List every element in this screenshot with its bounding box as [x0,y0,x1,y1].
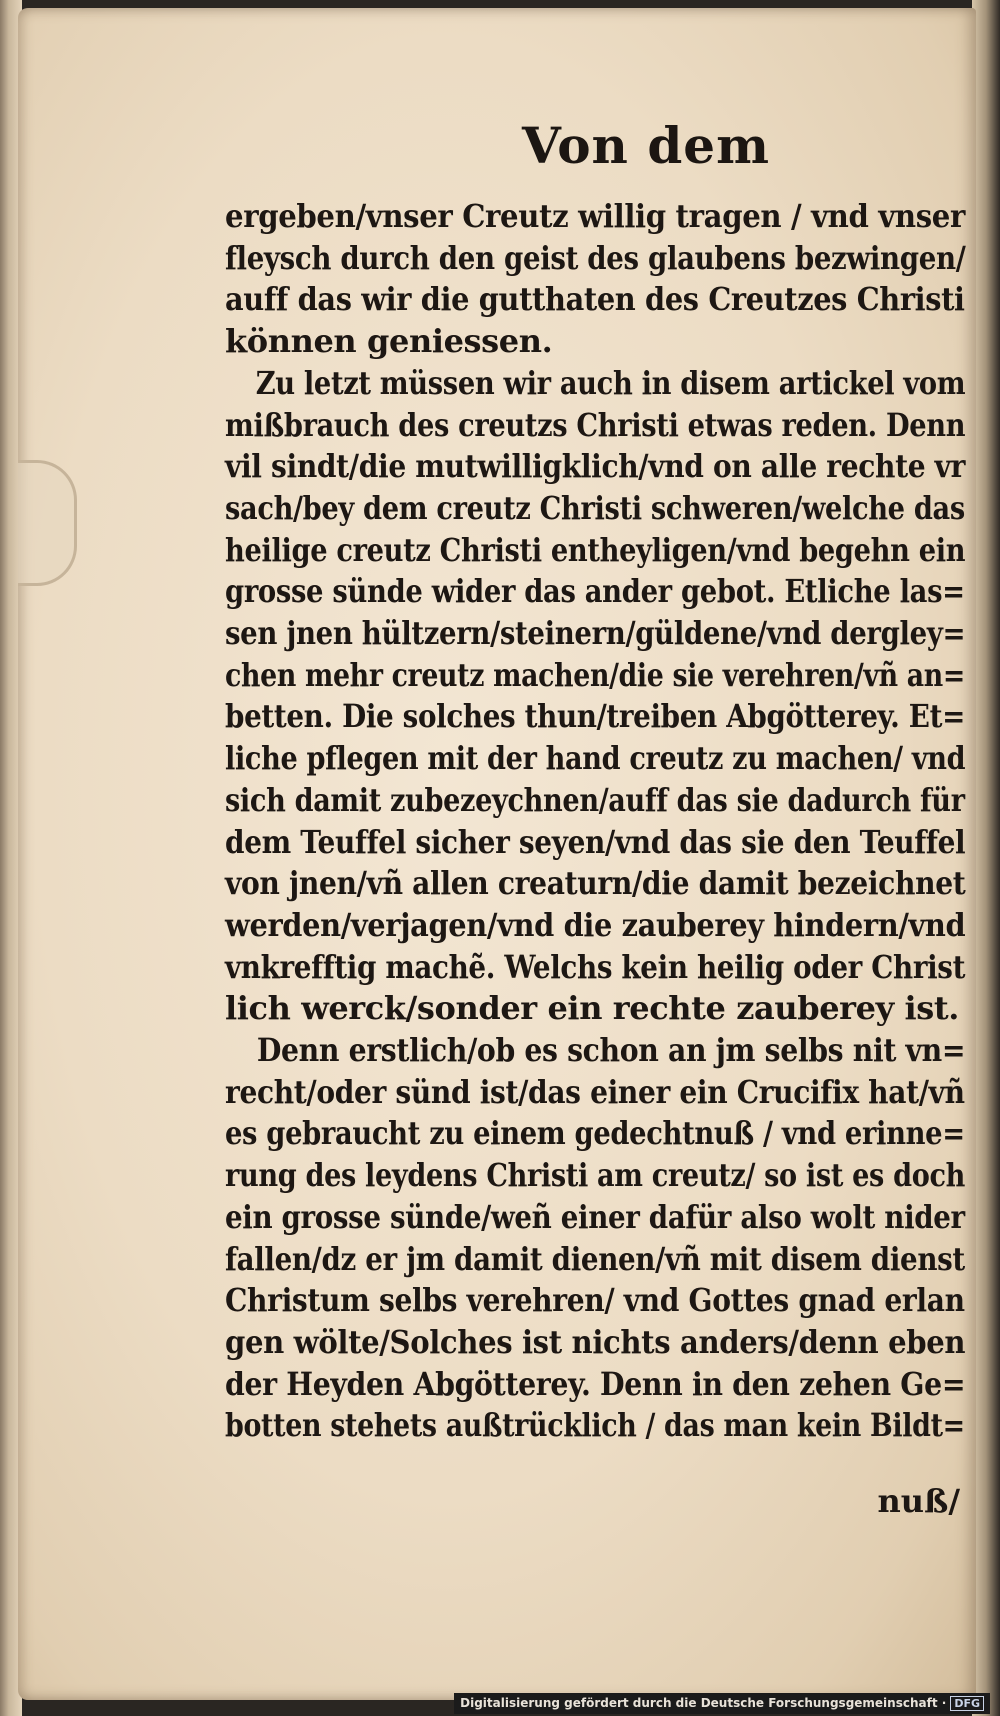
text-line: Zu letzt müssen wir auch in disem artickel vom [255,363,966,402]
text-line: es gebraucht zu einem gedechtnuß / vnd erinne= [225,1114,965,1153]
text-line: der Heyden Abgötterey. Denn in den zehen Ge= [225,1364,966,1403]
text-line: fallen/dz er jm damit dienen/vñ mit disem dienst [225,1239,965,1278]
text-line: chen mehr creutz machen/die sie verehren/vñ an= [225,655,966,694]
text-line: botten stehets außtrücklich / das man kein Bildt= [225,1406,965,1445]
text-line: mißbrauch des creutzs Christi etwas reden. Denn [225,405,966,444]
text-line: heilige creutz Christi entheyligen/vnd begehn ein [225,530,966,569]
text-line: fleysch durch den geist des glaubens bezwingen/ [225,238,966,277]
text-line: dem Teuffel sicher seyen/vnd das sie den Teuffel [225,822,966,861]
digitization-credit [454,1693,990,1714]
text-line: betten. Die solches thun/treiben Abgötterey. Et= [225,697,965,736]
text-line: vil sindt/die mutwilligklich/vnd on alle rechte vr [225,447,966,486]
body-text [225,196,965,1447]
text-line: grosse sünde wider das ander gebot. Etliche las= [225,572,965,611]
book-edge-right [972,0,1000,1716]
text-line: von jnen/vñ allen creaturn/die damit bezeichnet [225,864,966,903]
catchword: nuß/ [877,1482,960,1520]
text-line: sen jnen hültzern/steinern/güldene/vnd dergley= [225,614,966,653]
text-line: sach/bey dem creutz Christi schweren/welche das [225,488,965,527]
text-line: recht/oder sünd ist/das einer ein Crucifix hat/vñ [225,1072,965,1111]
dfg-logo-icon: DFG [950,1696,984,1711]
text-line: ergeben/vnser Creutz willig tragen / vnd vnser [225,197,966,235]
text-line: ein grosse sünde/weñ einer dafür also wolt nider [225,1197,965,1236]
text-line: lich werck/sonder ein rechte zauberey ist. [225,989,959,1028]
text-line: vnkrefftig machẽ. Welchs kein heilig oder Christ [225,947,966,986]
credit-text: Digitalisierung gefördert durch die Deutsche Forschungsgemeinschaft · [460,1696,947,1710]
text-line: Denn erstlich/ob es schon an jm selbs nit vn= [256,1031,966,1070]
text-line: Christum selbs verehren/ vnd Gottes gnad erlan [225,1281,965,1320]
text-line: liche pflegen mit der hand creutz zu machen/ vnd [225,739,966,778]
text-line: sich damit zubezeychnen/auff das sie dadurch für [225,780,965,819]
text-line: gen wölte/Solches ist nichts anders/denn eben [225,1322,966,1361]
page-clip-shape [18,460,77,586]
page-heading: Von dem [522,116,770,175]
text-line: können geniessen. [225,322,553,361]
text-line: werden/verjagen/vnd die zauberey hindern/vnd [225,905,966,944]
text-line: auff das wir die gutthaten des Creutzes Christi [225,280,965,319]
text-line: rung des leydens Christi am creutz/ so ist es doch [225,1156,966,1195]
